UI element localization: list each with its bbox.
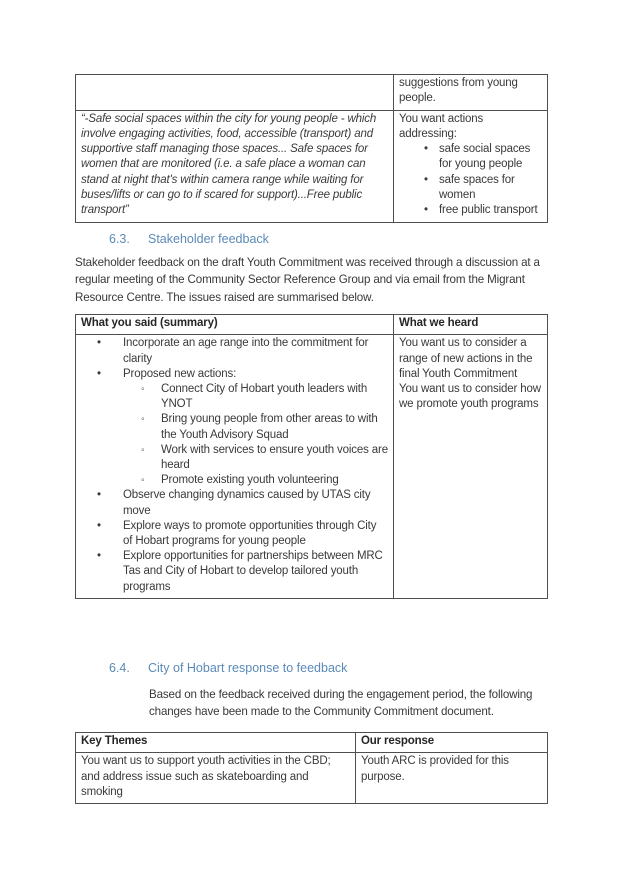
circle-bullet-icon: ◦ <box>141 382 145 395</box>
quote-cell <box>76 110 394 222</box>
list-item-text: safe social spaces for young people <box>439 143 531 171</box>
list-item-text: Connect City of Hobart youth leaders with YNOT <box>161 382 368 411</box>
list-item <box>424 173 542 204</box>
table-header-row <box>76 733 548 753</box>
section-heading-6-4 <box>109 661 347 675</box>
heard-intro: You want actions addressing: <box>399 112 484 140</box>
list-item <box>94 549 388 595</box>
list-item <box>141 443 388 473</box>
list-item-text: Observe changing dynamics caused by UTAS city move <box>123 489 371 517</box>
list-item-text: Promote existing youth volunteering <box>161 474 339 487</box>
table-row <box>76 110 548 222</box>
list-item-text: Explore ways to promote opportunities through City of Hobart programs for young people <box>123 519 377 547</box>
list-item-text: Incorporate an age range into the commitment for clarity <box>123 337 369 365</box>
bullet-icon: • <box>97 367 101 380</box>
response-table <box>75 732 548 804</box>
participant-quote: “-Safe social spaces within the city for young people - which involve engaging activities, food, accessible (transport) and supportive staff managing those spaces... Safe spaces for women that are monitored (i.e. a safe place a woman can stand at night that's within camera range while waiting for buses/lifts or can go to if scared for support)...Free public transport” <box>81 112 377 217</box>
said-cell <box>76 335 394 598</box>
section-title: Stakeholder feedback <box>148 232 269 246</box>
list-item <box>94 488 388 518</box>
list-item-text: Work with services to ensure youth voices are heard <box>161 443 388 471</box>
bullet-icon: • <box>424 143 428 156</box>
empty-cell <box>76 75 394 111</box>
list-item <box>94 336 388 366</box>
list-item <box>141 412 388 442</box>
list-item <box>424 203 542 218</box>
list-item <box>141 382 388 412</box>
column-header: What we heard <box>394 315 548 335</box>
column-header: What you said (summary) <box>76 315 394 335</box>
heard-cell <box>394 75 548 111</box>
theme-cell: You want us to support youth activities in the CBD; and address issue such as skateboarding and smoking <box>76 753 356 804</box>
list-item <box>141 473 388 488</box>
table-row <box>76 753 548 804</box>
bullet-icon: • <box>424 204 428 217</box>
section-number: 6.3. <box>109 232 130 246</box>
heard-cell <box>394 335 548 598</box>
list-item-text: safe spaces for women <box>439 173 515 202</box>
section-6-3-paragraph: Stakeholder feedback on the draft Youth Commitment was received through a discussion at a regular meeting of the Community Sector Reference Group and via email from the Migrant Resource Centre. The issues raised are summarised below. <box>75 256 540 304</box>
bullet-icon: • <box>424 173 428 186</box>
list-item <box>424 142 542 173</box>
section-6-4-paragraph: Based on the feedback received during the engagement period, the following changes have been made to the Community Commitment document. <box>149 688 533 719</box>
list-item-text: Proposed new actions: <box>123 367 237 380</box>
list-item-text: free public transport <box>439 204 538 217</box>
feedback-table <box>75 314 548 599</box>
circle-bullet-icon: ◦ <box>141 413 145 426</box>
list-item <box>94 367 388 382</box>
heard-cell <box>394 110 548 222</box>
bullet-icon: • <box>97 489 101 502</box>
section-number: 6.4. <box>109 661 130 675</box>
bullet-icon: • <box>97 519 101 532</box>
section-heading-6-3 <box>109 232 269 246</box>
bullet-icon: • <box>97 550 101 563</box>
heard-paragraph: You want us to consider how we promote youth programs <box>399 382 541 411</box>
section-title: City of Hobart response to feedback <box>148 661 348 675</box>
table-row <box>76 335 548 598</box>
circle-bullet-icon: ◦ <box>141 474 145 487</box>
table-row <box>76 75 548 111</box>
list-item <box>94 519 388 549</box>
list-item-text: Bring young people from other areas to with the Youth Advisory Squad <box>161 413 378 441</box>
heard-text: suggestions from young people. <box>399 77 518 105</box>
table-header-row <box>76 315 548 335</box>
continuation-table <box>75 74 548 223</box>
column-header: Our response <box>356 733 548 753</box>
bullet-icon: • <box>97 337 101 350</box>
response-cell: Youth ARC is provided for this purpose. <box>356 753 548 804</box>
list-item-text: Explore opportunities for partnerships between MRC Tas and City of Hobart to develop tailored youth programs <box>123 550 383 593</box>
heard-paragraph: You want us to consider a range of new actions in the final Youth Commitment <box>399 337 533 380</box>
circle-bullet-icon: ◦ <box>141 443 145 456</box>
column-header: Key Themes <box>76 733 356 753</box>
